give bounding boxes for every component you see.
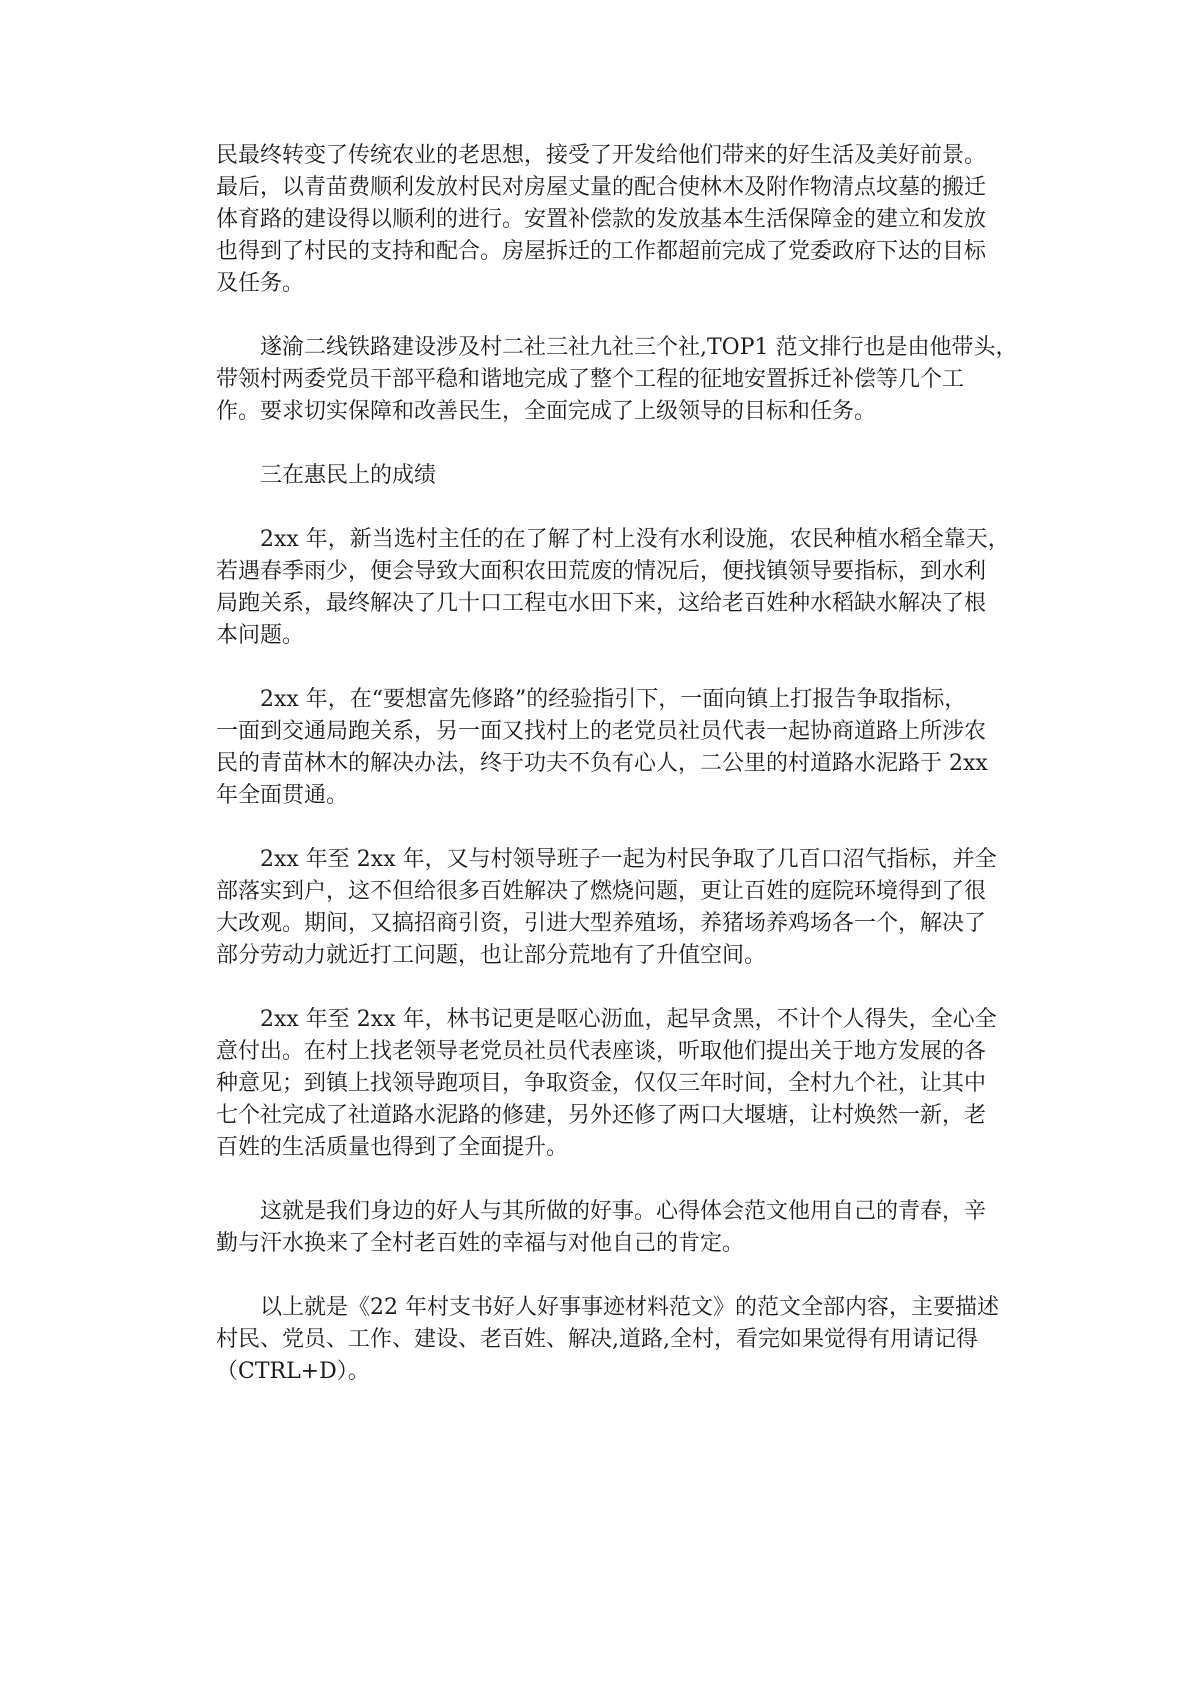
text-line: 一面到交通局跑关系，另一面又找村上的老党员社员代表一起协商道路上所涉农 — [216, 719, 987, 744]
paragraph-p7 — [216, 1004, 997, 1164]
text-line: 种意见；到镇上找领导跑项目，争取资金，仅仅三年时间，全村九个社，让其中 — [216, 1071, 987, 1096]
text-line: 及任务。 — [216, 271, 305, 296]
text-line: 这就是我们身边的好人与其所做的好事。心得体会范文他用自己的青春，辛 — [260, 1199, 987, 1224]
text-line: 本问题。 — [216, 623, 305, 648]
text-line: 2xx 年至 2xx 年，林书记更是呕心沥血，起早贪黑，不计个人得失，全心全 — [260, 1007, 997, 1032]
paragraph-p6 — [216, 844, 997, 972]
paragraph-p2 — [216, 332, 1018, 428]
text-line: 2xx 年，新当选村主任的在了解了村上没有水利设施，农民种植水稻全靠天， — [260, 527, 1010, 552]
text-line: 三在惠民上的成绩 — [260, 463, 437, 488]
text-line: 意付出。在村上找老领导老党员社员代表座谈，听取他们提出关于地方发展的各 — [216, 1039, 987, 1064]
text-line: 局跑关系，最终解决了几十口工程屯水田下来，这给老百姓种水稻缺水解决了根 — [216, 591, 987, 616]
text-line: 部分劳动力就近打工问题，也让部分荒地有了升值空间。 — [216, 943, 767, 968]
paragraph-p4 — [216, 524, 1010, 652]
paragraph-p1 — [216, 140, 987, 300]
paragraph-p9 — [216, 1292, 999, 1388]
text-line: 作。要求切实保障和改善民生，全面完成了上级领导的目标和任务。 — [216, 399, 877, 424]
paragraph-p3 — [216, 460, 976, 492]
text-line: 体育路的建设得以顺利的进行。安置补偿款的发放基本生活保障金的建立和发放 — [216, 207, 987, 232]
text-line: （CTRL+D）。 — [216, 1359, 370, 1384]
text-line: 2xx 年至 2xx 年，又与村领导班子一起为村民争取了几百口沼气指标，并全 — [260, 847, 997, 872]
text-line: 大改观。期间，又搞招商引资，引进大型养殖场，养猪场养鸡场各一个，解决了 — [216, 911, 987, 936]
paragraph-p5 — [216, 684, 988, 812]
text-line: 以上就是《22 年村支书好人好事事迹材料范文》的范文全部内容，主要描述 — [260, 1295, 999, 1320]
text-line: 年全面贯通。 — [216, 783, 349, 808]
text-line: 民最终转变了传统农业的老思想，接受了开发给他们带来的好生活及美好前景。 — [216, 143, 987, 168]
text-line: 最后，以青苗费顺利发放村民对房屋丈量的配合使林木及附作物清点坟墓的搬迁 — [216, 175, 987, 200]
text-line: 百姓的生活质量也得到了全面提升。 — [216, 1135, 569, 1160]
text-line: 若遇春季雨少，便会导致大面积农田荒废的情况后，便找镇领导要指标，到水利 — [216, 559, 987, 584]
paragraph-p8 — [216, 1196, 987, 1260]
document-body — [216, 140, 1018, 1420]
text-line: 也得到了村民的支持和配合。房屋拆迁的工作都超前完成了党委政府下达的目标 — [216, 239, 987, 264]
text-line: 部落实到户，这不但给很多百姓解决了燃烧问题，更让百姓的庭院环境得到了很 — [216, 879, 987, 904]
text-line: 勤与汗水换来了全村老百姓的幸福与对他自己的肯定。 — [216, 1231, 745, 1256]
text-line: 村民、党员、工作、建设、老百姓、解决,道路,全村，看完如果觉得有用请记得 — [216, 1327, 978, 1352]
text-line: 遂渝二线铁路建设涉及村二社三社九社三个社,TOP1 范文排行也是由他带头， — [260, 335, 1018, 360]
text-line: 七个社完成了社道路水泥路的修建，另外还修了两口大堰塘，让村焕然一新，老 — [216, 1103, 987, 1128]
text-line: 2xx 年，在“要想富先修路”的经验指引下，一面向镇上打报告争取指标， — [260, 687, 967, 712]
text-line: 民的青苗林木的解决办法，终于功夫不负有心人，二公里的村道路水泥路于 2xx — [216, 751, 988, 776]
text-line: 带领村两委党员干部平稳和谐地完成了整个工程的征地安置拆迁补偿等几个工 — [216, 367, 965, 392]
